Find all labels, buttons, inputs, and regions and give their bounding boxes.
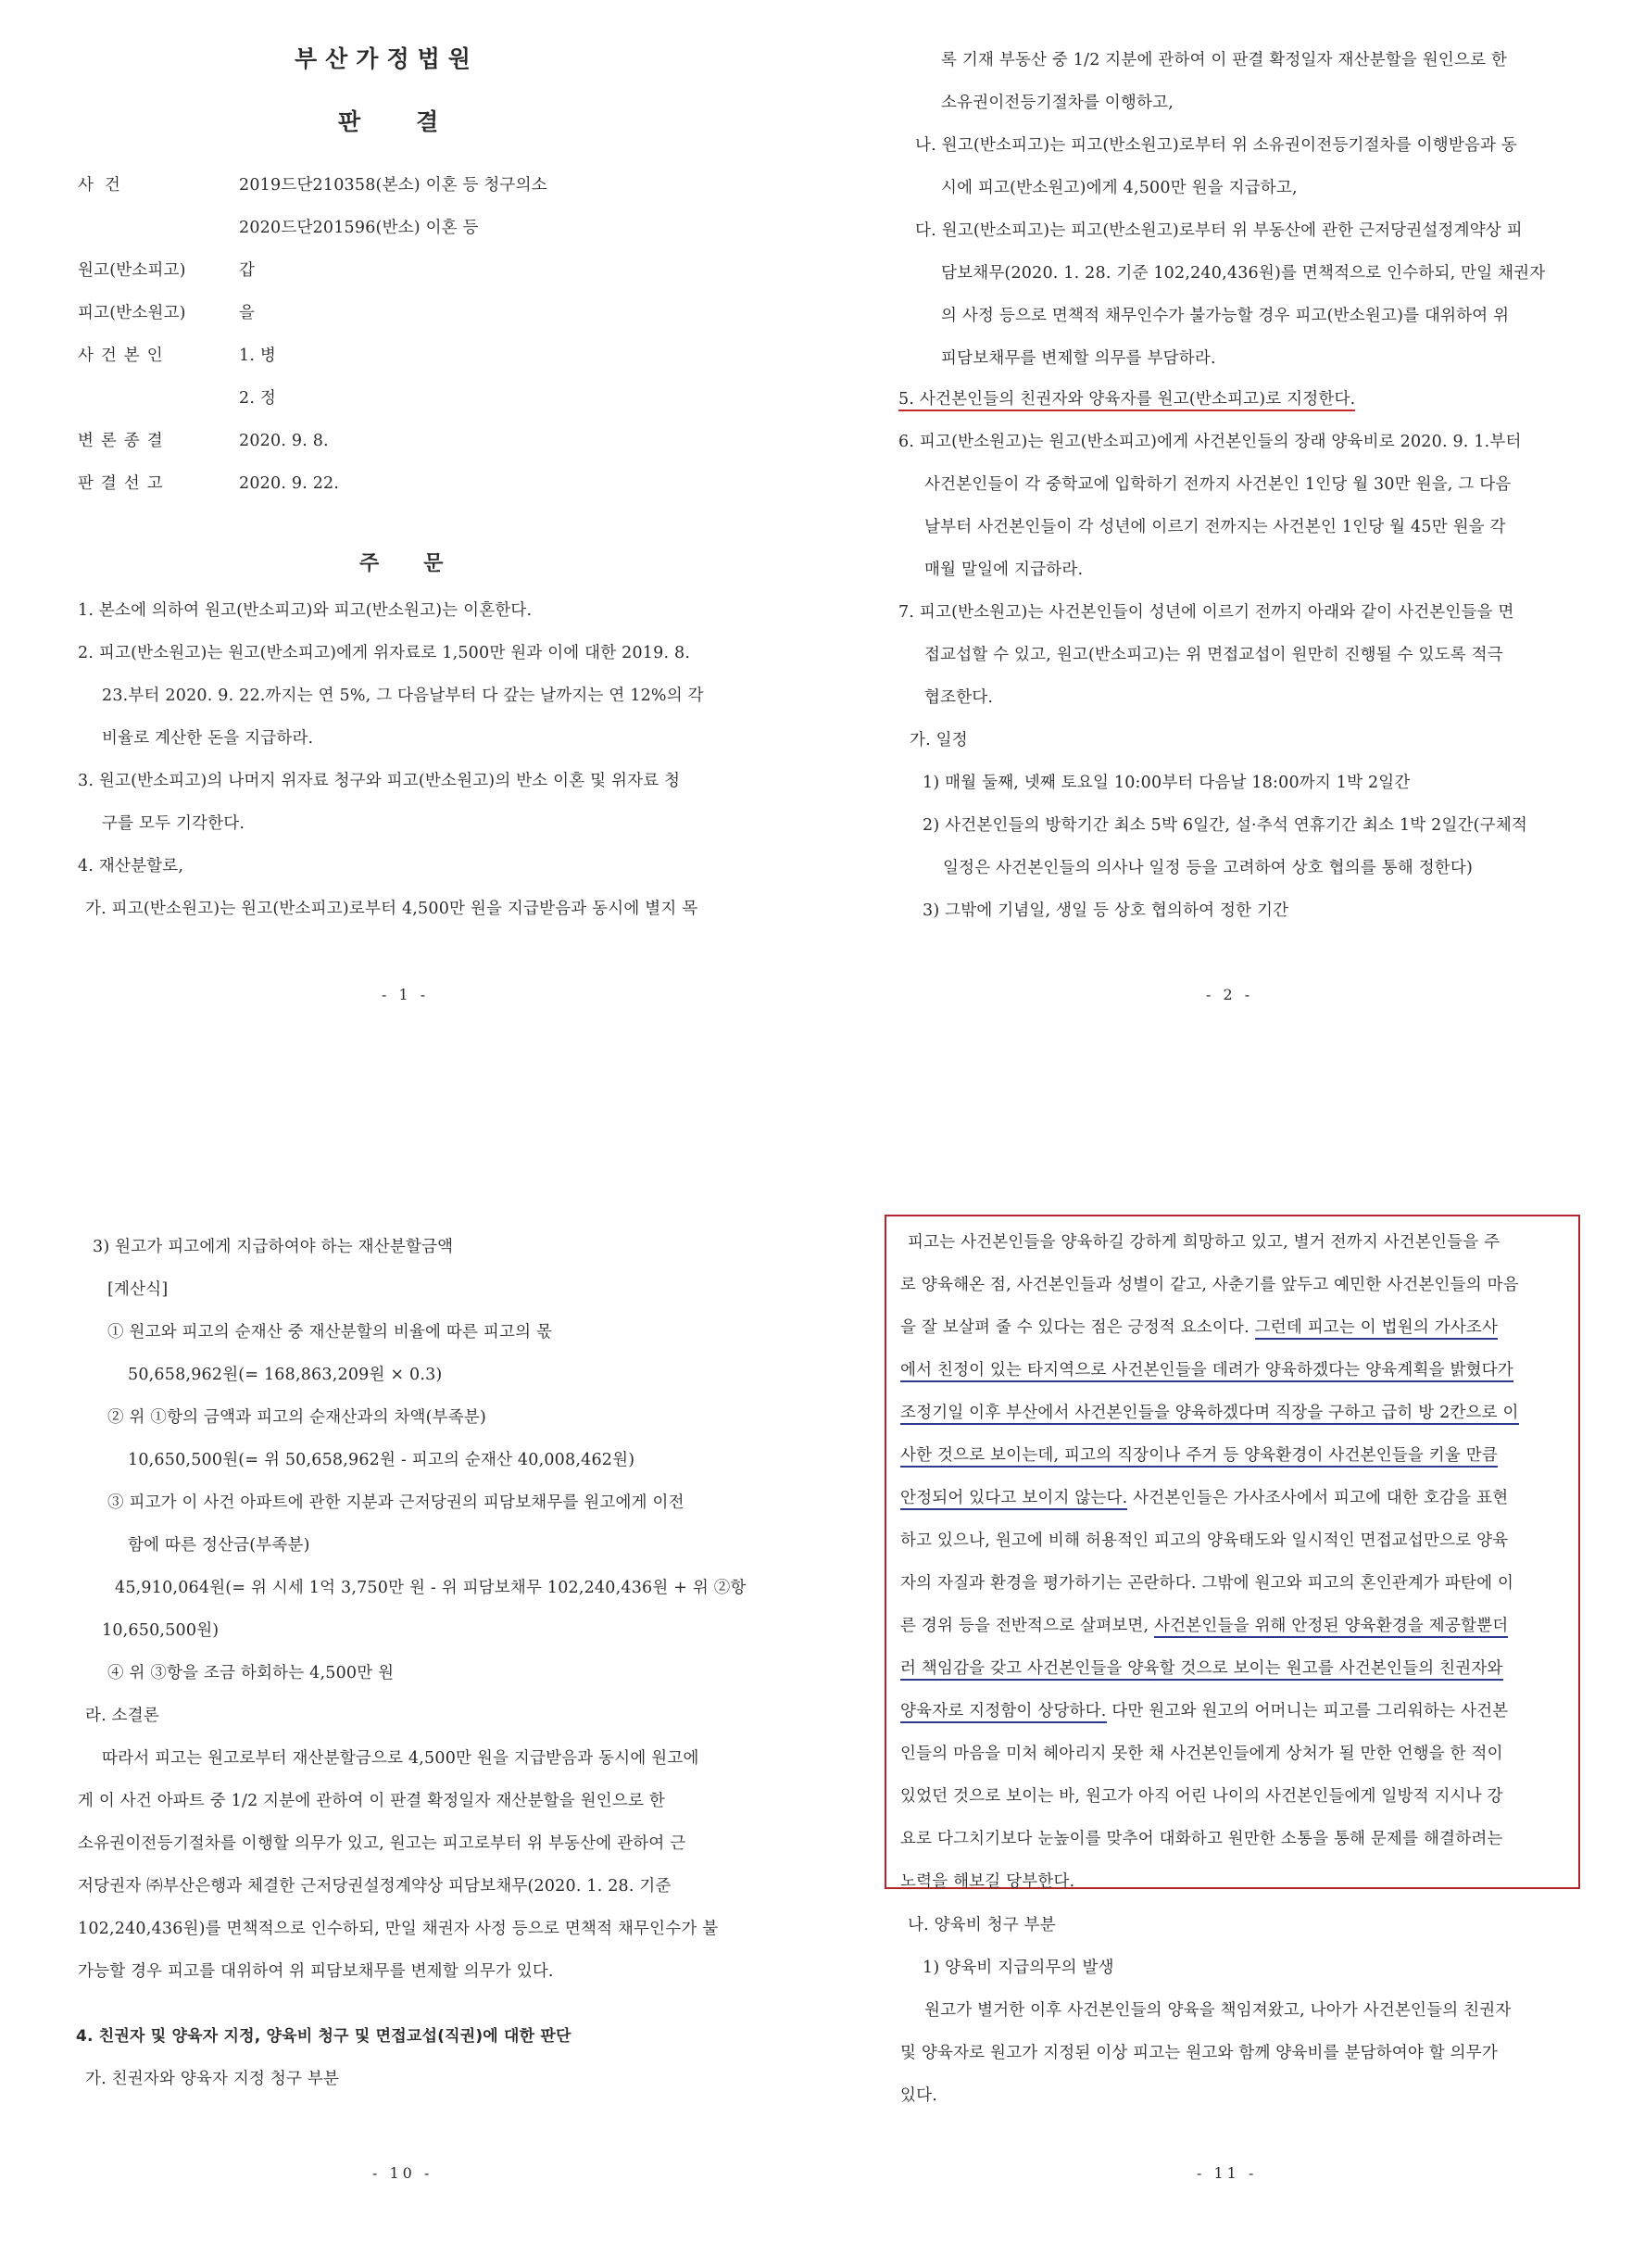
underlined-segment: 양육자로 지정함이 상당하다. [900,1702,1107,1723]
text-line: 협조한다. [924,688,994,707]
text-line: 3) 원고가 피고에게 지급하여야 하는 재산분할금액 [93,1238,454,1256]
text-line: 102,240,436원)를 면책적으로 인수하되, 만일 채권자 사정 등으로 면책적 채무인수가 불 [78,1920,719,1938]
text-line: 가능할 경우 피고를 대위하여 위 피담보채무를 변제할 의무가 있다. [78,1962,554,1981]
text-line: 가. 피고(반소원고)는 원고(반소피고)로부터 4,500만 원을 지급받음과 동시에 별지 목 [85,900,698,918]
text-line [900,1359,1513,1381]
hearing-label: 변론종결 [78,432,170,450]
text-line: 나. 양육비 청구 부분 [908,1916,1056,1934]
text-line: 구를 모두 기각한다. [102,814,245,833]
underlined-segment: 사건본인들을 위해 안정된 양육환경을 제공할뿐더 [1154,1617,1508,1638]
ruling-date: 2020. 9. 22. [239,474,340,493]
text-line: 매월 말일에 지급하라. [924,561,1084,579]
text-line: 하고 있으나, 원고에 비해 허용적인 피고의 양육태도와 일시적인 면접교섭만으로 양육 [900,1531,1509,1550]
principals-label: 사건본인 [78,346,170,365]
text-line [900,1402,1519,1424]
text-line: 원고가 별거한 이후 사건본인들의 양육을 책임져왔고, 나아가 사건본인들의 친권자 [924,2001,1512,2020]
section-heading: 4. 친권자 및 양육자 지정, 양육비 청구 및 면접교섭(직권)에 대한 판단 [76,2027,571,2046]
text-line: 비율로 계산한 돈을 지급하라. [102,729,314,748]
text-segment: 을 잘 보살펴 줄 수 있다는 점은 긍정적 요소이다. [900,1318,1255,1337]
text-line: 인들의 마음을 미처 헤아리지 못한 채 사건본인들에게 상처가 될 만한 언행을 한 적이 [900,1745,1503,1763]
text-line: 다. 원고(반소피고)는 피고(반소원고)로부터 위 부동산에 관한 근저당권설정계약상 피 [915,221,1523,240]
text-line: 10,650,500원) [102,1621,220,1640]
plaintiff-value: 갑 [239,261,256,280]
underlined-segment: 사한 것으로 보이는데, 피고의 직장이나 주거 등 양육환경이 사건본인들을 키울 만큼 [900,1446,1498,1468]
text-line: 라. 소결론 [85,1707,159,1725]
text-line: 소유권이전등기절차를 이행할 의무가 있고, 원고는 피고로부터 위 부동산에 관하여 근 [78,1834,686,1853]
text-line: ④ 위 ③항을 조금 하회하는 4,500만 원 [107,1664,395,1682]
text-line: ② 위 ①항의 금액과 피고의 순재산과의 차액(부족분) [107,1408,487,1427]
page-number: - 10 - [372,2164,433,2182]
text-line: 자의 자질과 환경을 평가하기는 곤란하다. 그밖에 원고와 피고의 혼인관계가 파탄에 이 [900,1574,1514,1593]
text-line: 접교섭할 수 있고, 원고(반소피고)는 위 면접교섭이 원만히 진행될 수 있도록 적극 [924,646,1503,664]
text-line: 피고는 사건본인들을 양육하길 강하게 희망하고 있고, 별거 전까지 사건본인들을 주 [908,1233,1501,1252]
hearing-date: 2020. 9. 8. [239,432,329,450]
text-line: ① 원고와 피고의 순재산 중 재산분할의 비율에 따른 피고의 몫 [107,1323,553,1342]
text-line: 로 양육해온 점, 사건본인들과 성별이 같고, 사춘기를 앞두고 예민한 사건본인들의 마음 [900,1276,1519,1294]
order-heading: 주문 [359,551,488,575]
page-number: - 11 - [1197,2164,1258,2182]
text-line: 함에 따른 정산금(부족분) [128,1536,310,1555]
page-1 [0,0,822,1134]
underlined-segment: 조정기일 이후 부산에서 사건본인들을 양육하겠다며 직장을 구하고 급히 방 2칸으로 이 [900,1404,1519,1425]
text-line: 사건본인들이 각 중학교에 입학하기 전까지 사건본인 1인당 월 30만 원을, 그 다음 [924,475,1512,494]
text-line: 따라서 피고는 원고로부터 재산분할금으로 4,500만 원을 지급받음과 동시에 원고에 [102,1749,699,1768]
case-number-main: 2019드단210358(본소) 이혼 등 청구의소 [239,176,547,195]
text-line [900,1700,1508,1722]
text-line [900,1444,1498,1467]
text-segment: 사건본인들은 가사조사에서 피고에 대한 호감을 표현 [1127,1489,1509,1507]
text-line [900,1615,1508,1637]
text-line: 4. 재산분할로, [78,857,184,876]
case-number-counter: 2020드단201596(반소) 이혼 등 [239,219,479,237]
text-line: 있었던 것으로 보이는 바, 원고가 아직 어린 나이의 사건본인들에게 일방적 지시나 강 [900,1787,1503,1806]
text-line: 가. 친권자와 양육자 지정 청구 부분 [85,2070,340,2088]
text-line: 피담보채무를 변제할 의무를 부담하라. [941,349,1216,368]
principal-1: 1. 병 [239,346,276,365]
text-line: 1) 매월 둘째, 넷째 토요일 10:00부터 다음날 18:00까지 1박 2일간 [923,774,1411,792]
text-line: 가. 일정 [910,731,968,750]
text-line: 소유권이전등기절차를 이행하고, [941,94,1174,112]
text-line: 6. 피고(반소원고)는 원고(반소피고)에게 사건본인들의 장래 양육비로 2020. 9. 1.부터 [898,433,1522,451]
text-line: 1) 양육비 지급의무의 발생 [923,1959,1114,1977]
defendant-value: 을 [239,304,256,322]
text-line [900,1317,1498,1339]
text-line: 나. 원고(반소피고)는 피고(반소원고)로부터 위 소유권이전등기절차를 이행받음과 동 [915,136,1518,155]
text-line: 23.부터 2020. 9. 22.까지는 연 5%, 그 다음날부터 다 갚는 날까지는 연 12%의 각 [102,687,704,705]
text-line: 2. 피고(반소원고)는 원고(반소피고)에게 위자료로 1,500만 원과 이에 대한 2019. 8. [78,644,691,662]
page-number: - 2 - [1206,986,1254,1003]
text-line: 담보채무(2020. 1. 28. 기준 102,240,436원)를 면책적으로 인수하되, 만일 채권자 [941,264,1546,283]
ruling-label: 판결선고 [78,474,170,493]
text-line: 게 이 사건 아파트 중 1/2 지분에 관하여 이 판결 확정일자 재산분할을 원인으로 한 [78,1792,665,1810]
text-line: 시에 피고(반소원고)에게 4,500만 원을 지급하고, [941,179,1298,197]
text-segment: 른 경위 등을 전반적으로 살펴보면, [900,1617,1155,1635]
text-line: 50,658,962원(= 168,863,209원 × 0.3) [128,1366,443,1384]
text-line: 날부터 사건본인들이 각 성년에 이르기 전까지는 사건본인 1인당 월 45만 원을 각 [924,518,1506,536]
custody-order-underlined: 5. 사건본인들의 친권자와 양육자를 원고(반소피고)로 지정한다. [898,390,1355,411]
court-name: 부산가정법원 [295,45,479,72]
page-4 [822,1134,1645,2268]
underlined-segment: 그런데 피고는 이 법원의 가사조사 [1255,1318,1499,1340]
text-line: 일정은 사건본인들의 의사나 일정 등을 고려하여 상호 협의를 통해 정한다) [943,859,1474,877]
underlined-segment: 러 책임감을 갖고 사건본인들을 양육할 것으로 보이는 원고를 사건본인들의 친권자와 [900,1659,1503,1681]
text-segment: 다만 원고와 원고의 어머니는 피고를 그리워하는 사건본 [1106,1702,1509,1720]
page-2 [822,0,1645,1134]
text-line: 저당권자 ㈜부산은행과 체결한 근저당권설정계약상 피담보채무(2020. 1. 28. 기준 [78,1877,672,1896]
text-line: 45,910,064원(= 위 시세 1억 3,750만 원 - 위 피담보채무 102,240,436원 + 위 ②항 [115,1579,747,1597]
text-line: 노력을 해보길 당부한다. [900,1872,1075,1891]
highlighted-line [898,388,1355,410]
plaintiff-label: 원고(반소피고) [78,261,186,280]
text-line [900,1657,1503,1680]
text-line: 3) 그밖에 기념일, 생일 등 상호 협의하여 정한 기간 [923,901,1289,920]
page-number: - 1 - [382,986,430,1003]
text-line: ③ 피고가 이 사건 아파트에 관한 지분과 근저당권의 피담보채무를 원고에게 이전 [107,1493,684,1512]
underlined-segment: 안정되어 있다고 보이지 않는다. [900,1489,1127,1510]
text-line: 록 기재 부동산 중 1/2 지분에 관하여 이 판결 확정일자 재산분할을 원인으로 한 [941,51,1508,69]
text-line: 있다. [900,2086,937,2105]
defendant-label: 피고(반소원고) [78,304,186,322]
underlined-segment: 에서 친정이 있는 타지역으로 사건본인들을 데려가 양육하겠다는 양육계획을 밝혔다가 [900,1361,1513,1382]
text-line: 및 양육자로 원고가 지정된 이상 피고는 원고와 함께 양육비를 분담하여야 할 의무가 [900,2044,1498,2062]
text-line: 3. 원고(반소피고)의 나머지 위자료 청구와 피고(반소원고)의 반소 이혼 및 위자료 청 [78,772,681,790]
text-line: 10,650,500원(= 위 50,658,962원 - 피고의 순재산 40,008,462원) [128,1451,635,1469]
text-line [900,1487,1508,1509]
text-line: 1. 본소에 의하여 원고(반소피고)와 피고(반소원고)는 이혼한다. [78,601,533,620]
document-title: 판결 [338,108,495,135]
text-line: 요로 다그치기보다 눈높이를 맞추어 대화하고 원만한 소통을 통해 문제를 해결하려는 [900,1830,1503,1848]
case-label: 사건 [78,176,132,195]
text-line: 의 사정 등으로 면책적 채무인수가 불가능할 경우 피고(반소원고)를 대위하여 위 [941,307,1510,325]
text-line: 2) 사건본인들의 방학기간 최소 5박 6일간, 설·추석 연휴기간 최소 1박 2일간(구체적 [923,816,1528,835]
text-line: 7. 피고(반소원고)는 사건본인들이 성년에 이르기 전까지 아래와 같이 사건본인들을 면 [898,603,1514,622]
principal-2: 2. 정 [239,389,276,408]
page-3 [0,1134,822,2268]
text-line: [계산식] [107,1280,169,1299]
